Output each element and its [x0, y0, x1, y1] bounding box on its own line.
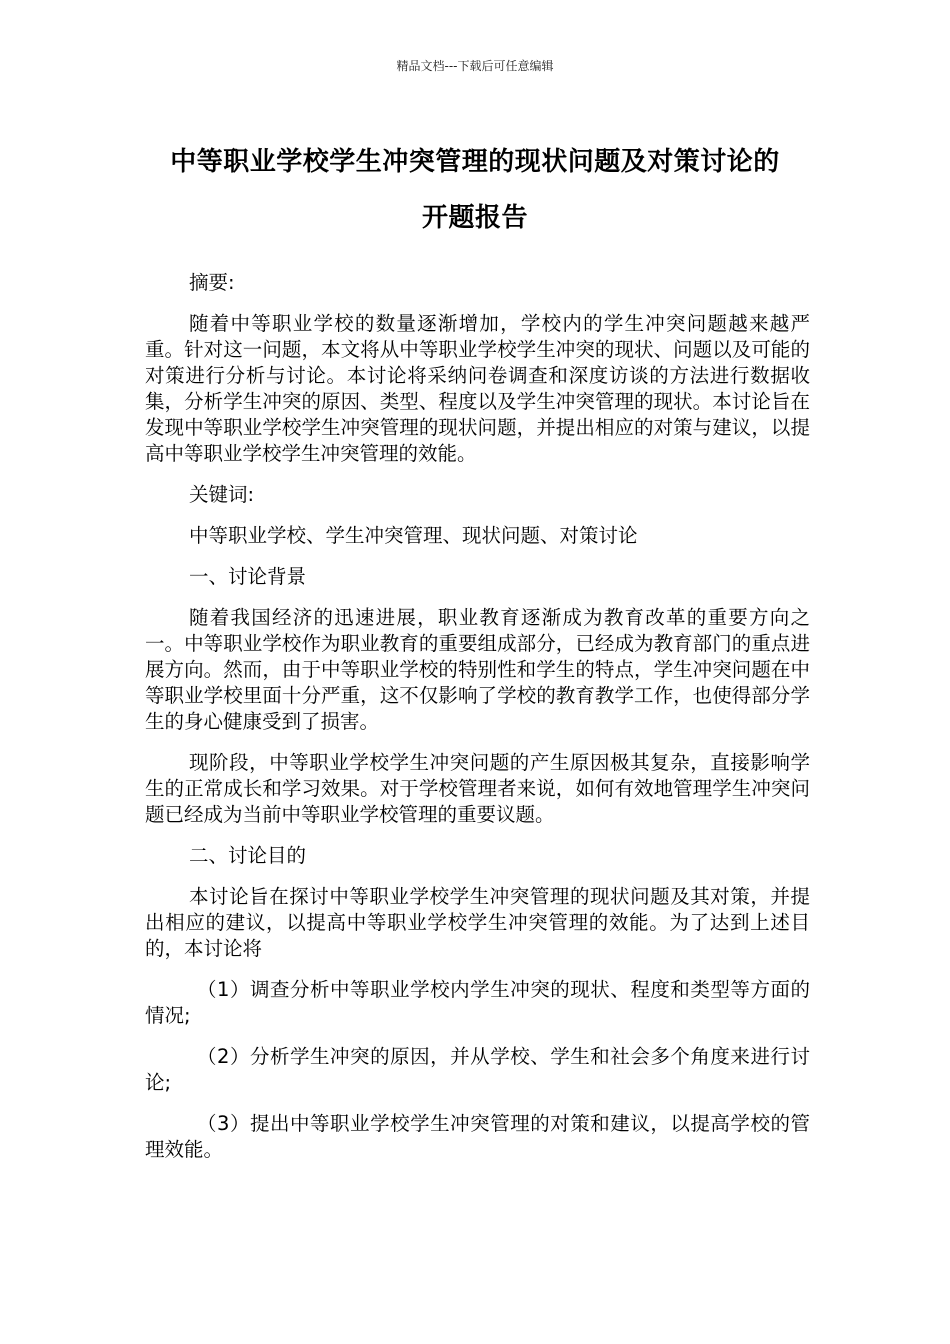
header-note: 精品文档---下载后可任意编辑 — [396, 59, 554, 73]
section1-paragraph: 现阶段，中等职业学校学生冲突问题的产生原因极其复杂，直接影响学生的正常成长和学习效果。对于学校管理者来说，如何有效地管理学生冲突问题已经成为当前中等职业学校管理的重要议题。 — [145, 751, 810, 826]
section2-list-item: （3）提出中等职业学校学生冲突管理的对策和建议，以提高学校的管理效能。 — [145, 1112, 810, 1161]
keywords-label: 关键词: — [189, 483, 255, 506]
abstract-label: 摘要: — [189, 271, 235, 294]
section1-heading: 一、讨论背景 — [189, 565, 307, 588]
title-line-1: 中等职业学校学生冲突管理的现状问题及对策讨论的 — [170, 147, 780, 177]
keywords-text: 中等职业学校、学生冲突管理、现状问题、对策讨论 — [189, 524, 638, 547]
section2-list-item: （1）调查分析中等职业学校内学生冲突的现状、程度和类型等方面的情况; — [145, 978, 810, 1027]
section1-paragraph: 随着我国经济的迅速进展，职业教育逐渐成为教育改革的重要方向之一。中等职业学校作为职业教育的重要组成部分，已经成为教育部门的重点进展方向。然而，由于中等职业学校的特别性和学生的特点，学生冲突问题在中等职业学校里面十分严重，这不仅影响了学校的教育教学工作，也使得部分学生的身心健康受到了损害。 — [145, 606, 810, 733]
document-title — [130, 134, 820, 246]
section2-heading: 二、讨论目的 — [189, 844, 307, 867]
abstract-text: 随着中等职业学校的数量逐渐增加，学校内的学生冲突问题越来越严重。针对这一问题，本文将从中等职业学校学生冲突的现状、问题以及可能的对策进行分析与讨论。本讨论将采纳问卷调查和深度访谈的方法进行数据收集，分析学生冲突的原因、类型、程度以及学生冲突管理的现状。本讨论旨在发现中等职业学校学生冲突管理的现状问题，并提出相应的对策与建议，以提高中等职业学校学生冲突管理的效能。 — [145, 312, 810, 465]
document-body — [145, 270, 810, 1178]
section2-list-item: （2）分析学生冲突的原因，并从学校、学生和社会多个角度来进行讨论; — [145, 1045, 810, 1094]
title-line-2: 开题报告 — [421, 203, 528, 233]
section2-intro: 本讨论旨在探讨中等职业学校学生冲突管理的现状问题及其对策，并提出相应的建议，以提高中等职业学校学生冲突管理的效能。为了达到上述目的，本讨论将 — [145, 885, 810, 960]
